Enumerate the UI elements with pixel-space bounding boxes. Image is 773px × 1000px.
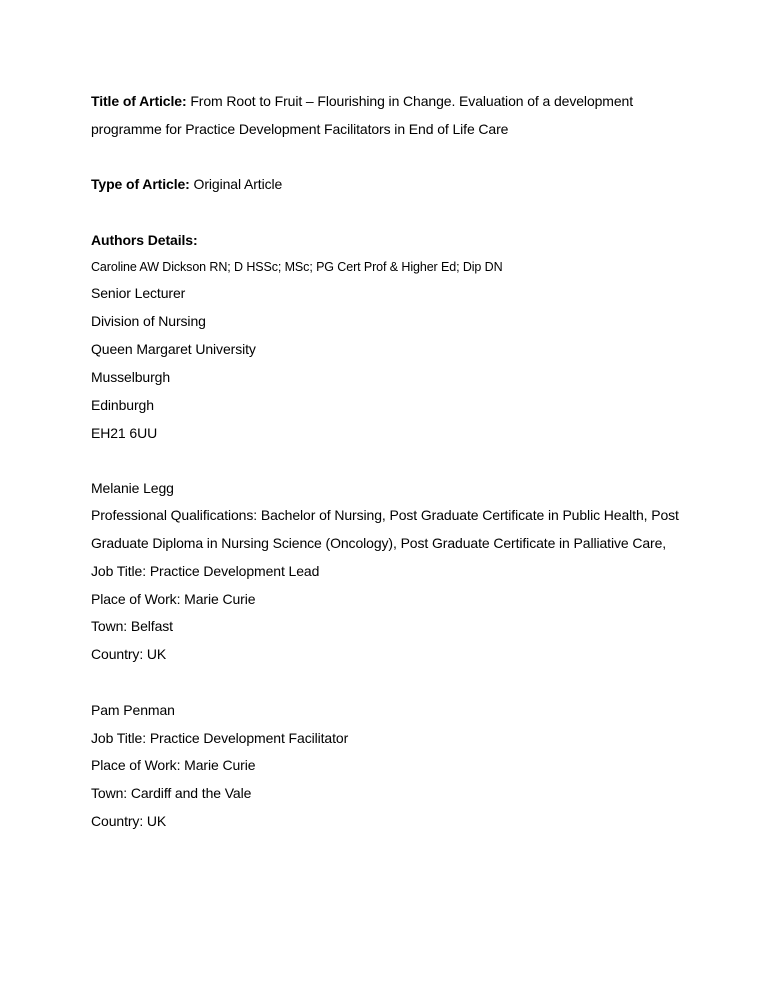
author2-place-of-work: Place of Work: Marie Curie — [91, 591, 256, 607]
author3-job-title: Job Title: Practice Development Facilitator — [91, 730, 349, 746]
authors-heading: Authors Details: — [91, 232, 198, 248]
type-label: Type of Article: — [91, 176, 190, 192]
author1-town: Musselburgh — [91, 369, 171, 385]
author3-country: Country: UK — [91, 813, 167, 829]
author2-town: Town: Belfast — [91, 618, 173, 634]
author2-country: Country: UK — [91, 646, 167, 662]
article-title-line-1 — [91, 92, 633, 110]
author3-town: Town: Cardiff and the Vale — [91, 785, 252, 801]
author2-name: Melanie Legg — [91, 480, 174, 496]
title-label: Title of Article: — [91, 93, 187, 109]
type-value: Original Article — [193, 176, 283, 192]
author2-job-title: Job Title: Practice Development Lead — [91, 563, 320, 579]
author1-postcode: EH21 6UU — [91, 425, 158, 441]
author1-name-line — [91, 258, 503, 276]
author2-qualifications-2: Graduate Diploma in Nursing Science (Oncology), Post Graduate Certificate in Palliative Care, — [91, 535, 667, 551]
title-text-2: programme for Practice Development Facilitators in End of Life Care — [91, 121, 509, 137]
article-type — [91, 175, 282, 193]
author1-role: Senior Lecturer — [91, 285, 186, 301]
author3-name: Pam Penman — [91, 702, 175, 718]
author2-qualifications-1: Professional Qualifications: Bachelor of Nursing, Post Graduate Certificate in Public Health, Post — [91, 507, 679, 523]
title-text-1: From Root to Fruit – Flourishing in Change. Evaluation of a development — [190, 93, 634, 109]
author1-qualifications: RN; D HSSc; MSc; PG Cert Prof & Higher Ed; Dip DN — [209, 260, 503, 274]
author3-place-of-work: Place of Work: Marie Curie — [91, 757, 256, 773]
author1-name: Caroline AW Dickson — [91, 260, 207, 274]
author1-university: Queen Margaret University — [91, 341, 256, 357]
author1-city: Edinburgh — [91, 397, 154, 413]
author1-division: Division of Nursing — [91, 313, 206, 329]
